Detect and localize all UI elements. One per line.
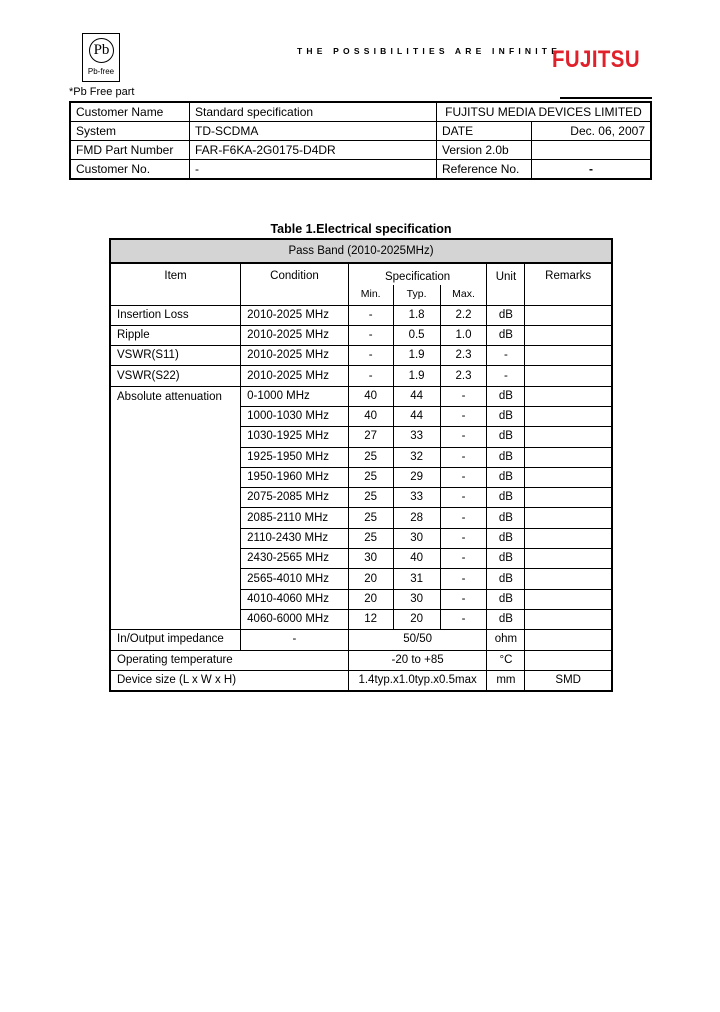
spec-min-cell: - bbox=[348, 305, 393, 325]
spec-rem-cell bbox=[525, 467, 612, 487]
spec-rem-cell bbox=[525, 427, 612, 447]
spec-cond-cell: 2075-2085 MHz bbox=[241, 488, 349, 508]
spec-max-cell: - bbox=[440, 427, 487, 447]
tagline: THE POSSIBILITIES ARE INFINITE bbox=[297, 46, 562, 56]
header-cell: Standard specification bbox=[190, 102, 437, 122]
device-size-remarks: SMD bbox=[525, 670, 612, 690]
spec-max-cell: - bbox=[440, 589, 487, 609]
spec-typ-cell: 1.8 bbox=[393, 305, 440, 325]
temperature-item: Operating temperature bbox=[110, 650, 348, 670]
spec-typ-cell: 32 bbox=[393, 447, 440, 467]
pb-free-logo bbox=[82, 33, 120, 82]
min-header: Min. bbox=[348, 285, 393, 305]
spec-min-cell: 25 bbox=[348, 508, 393, 528]
header-cell: FMD Part Number bbox=[70, 141, 190, 160]
spec-max-cell: - bbox=[440, 386, 487, 406]
spec-unit-cell: dB bbox=[487, 528, 525, 548]
spec-min-cell: 40 bbox=[348, 406, 393, 426]
spec-unit-cell: dB bbox=[487, 609, 525, 629]
spec-unit-cell: dB bbox=[487, 549, 525, 569]
header-cell: Version 2.0b bbox=[437, 141, 532, 160]
header-cell: System bbox=[70, 122, 190, 141]
spec-max-cell: 2.3 bbox=[440, 346, 487, 366]
spec-unit-cell: dB bbox=[487, 305, 525, 325]
spec-max-cell: 1.0 bbox=[440, 325, 487, 345]
condition-header: Condition bbox=[241, 263, 349, 305]
unit-header: Unit bbox=[487, 263, 525, 305]
spec-typ-cell: 40 bbox=[393, 549, 440, 569]
spec-typ-cell: 0.5 bbox=[393, 325, 440, 345]
spec-rem-cell bbox=[525, 305, 612, 325]
spec-typ-cell: 28 bbox=[393, 508, 440, 528]
spec-min-cell: 25 bbox=[348, 447, 393, 467]
spec-rem-cell bbox=[525, 325, 612, 345]
spec-cond-cell: 2565-4010 MHz bbox=[241, 569, 349, 589]
spec-typ-cell: 33 bbox=[393, 488, 440, 508]
spec-min-cell: - bbox=[348, 366, 393, 386]
spec-rem-cell bbox=[525, 447, 612, 467]
spec-row bbox=[110, 305, 612, 325]
spec-min-cell: 30 bbox=[348, 549, 393, 569]
device-size-item: Device size (L x W x H) bbox=[110, 670, 348, 690]
pass-band-row bbox=[110, 239, 612, 263]
header-cell: TD-SCDMA bbox=[190, 122, 437, 141]
spec-row bbox=[110, 386, 612, 406]
spec-min-cell: 12 bbox=[348, 609, 393, 629]
spec-typ-cell: 44 bbox=[393, 406, 440, 426]
spec-unit-cell: dB bbox=[487, 386, 525, 406]
item-header: Item bbox=[110, 263, 241, 305]
electrical-spec-table bbox=[109, 238, 613, 692]
spec-min-cell: - bbox=[348, 325, 393, 345]
spec-unit-cell: dB bbox=[487, 589, 525, 609]
spec-max-cell: - bbox=[440, 467, 487, 487]
spec-cond-cell: 2010-2025 MHz bbox=[241, 325, 349, 345]
spec-cond-cell: 0-1000 MHz bbox=[241, 386, 349, 406]
spec-cond-cell: 1950-1960 MHz bbox=[241, 467, 349, 487]
spec-max-cell: - bbox=[440, 488, 487, 508]
remarks-header: Remarks bbox=[525, 263, 612, 305]
spec-cond-cell: 2010-2025 MHz bbox=[241, 305, 349, 325]
pb-free-label: Pb-free bbox=[87, 67, 115, 76]
impedance-unit: ohm bbox=[487, 630, 525, 650]
spec-cond-cell: 4010-4060 MHz bbox=[241, 589, 349, 609]
spec-rem-cell bbox=[525, 346, 612, 366]
header-info-table bbox=[69, 101, 652, 180]
spec-typ-cell: 20 bbox=[393, 609, 440, 629]
temperature-remarks bbox=[525, 650, 612, 670]
spec-min-cell: 25 bbox=[348, 528, 393, 548]
spec-rem-cell bbox=[525, 366, 612, 386]
pass-band-label: Pass Band (2010-2025MHz) bbox=[110, 239, 612, 263]
spec-rem-cell bbox=[525, 549, 612, 569]
spec-unit-cell: dB bbox=[487, 569, 525, 589]
spec-min-cell: 20 bbox=[348, 569, 393, 589]
spec-rem-cell bbox=[525, 508, 612, 528]
spec-min-cell: - bbox=[348, 346, 393, 366]
spec-unit-cell: dB bbox=[487, 447, 525, 467]
header-cell: - bbox=[532, 160, 652, 180]
divider bbox=[560, 97, 652, 99]
spec-max-cell: - bbox=[440, 406, 487, 426]
header-cell: Customer No. bbox=[70, 160, 190, 180]
spec-typ-cell: 30 bbox=[393, 528, 440, 548]
spec-unit-cell: dB bbox=[487, 508, 525, 528]
spec-rem-cell bbox=[525, 488, 612, 508]
spec-min-cell: 25 bbox=[348, 488, 393, 508]
spec-cond-cell: 2430-2565 MHz bbox=[241, 549, 349, 569]
spec-max-cell: - bbox=[440, 549, 487, 569]
spec-row bbox=[110, 325, 612, 345]
spec-unit-cell: dB bbox=[487, 488, 525, 508]
spec-typ-cell: 30 bbox=[393, 589, 440, 609]
temperature-unit: °C bbox=[487, 650, 525, 670]
spec-max-cell: 2.2 bbox=[440, 305, 487, 325]
device-size-row bbox=[110, 670, 612, 690]
spec-typ-cell: 44 bbox=[393, 386, 440, 406]
spec-cond-cell: 2010-2025 MHz bbox=[241, 346, 349, 366]
spec-item-cell: VSWR(S22) bbox=[110, 366, 241, 386]
header-row bbox=[70, 160, 651, 180]
spec-max-cell: - bbox=[440, 528, 487, 548]
header-row bbox=[70, 141, 651, 160]
spec-max-cell: - bbox=[440, 609, 487, 629]
table-title: Table 1.Electrical specification bbox=[270, 222, 452, 236]
spec-rem-cell bbox=[525, 528, 612, 548]
spec-cond-cell: 1925-1950 MHz bbox=[241, 447, 349, 467]
impedance-row bbox=[110, 630, 612, 650]
header-row bbox=[70, 122, 651, 141]
spec-item-cell: VSWR(S11) bbox=[110, 346, 241, 366]
spec-cond-cell: 1000-1030 MHz bbox=[241, 406, 349, 426]
header-row bbox=[70, 102, 651, 122]
impedance-item: In/Output impedance bbox=[110, 630, 241, 650]
header-cell: Dec. 06, 2007 bbox=[532, 122, 652, 141]
spec-rem-cell bbox=[525, 406, 612, 426]
spec-rem-cell bbox=[525, 386, 612, 406]
header-cell bbox=[532, 141, 652, 160]
pb-symbol: Pb bbox=[89, 38, 114, 63]
temperature-row bbox=[110, 650, 612, 670]
spec-unit-cell: dB bbox=[487, 427, 525, 447]
spec-cond-cell: 1030-1925 MHz bbox=[241, 427, 349, 447]
header-cell: DATE bbox=[437, 122, 532, 141]
spec-min-cell: 25 bbox=[348, 467, 393, 487]
spec-row bbox=[110, 346, 612, 366]
spec-min-cell: 27 bbox=[348, 427, 393, 447]
spec-cond-cell: 2110-2430 MHz bbox=[241, 528, 349, 548]
spec-typ-cell: 33 bbox=[393, 427, 440, 447]
spec-unit-cell: dB bbox=[487, 325, 525, 345]
spec-row bbox=[110, 366, 612, 386]
spec-rem-cell bbox=[525, 569, 612, 589]
device-size-unit: mm bbox=[487, 670, 525, 690]
spec-typ-cell: 1.9 bbox=[393, 366, 440, 386]
spec-unit-cell: dB bbox=[487, 406, 525, 426]
spec-max-cell: 2.3 bbox=[440, 366, 487, 386]
fujitsu-logo: FUJITSU bbox=[552, 46, 640, 73]
max-header: Max. bbox=[440, 285, 487, 305]
spec-unit-cell: dB bbox=[487, 467, 525, 487]
spec-unit-cell: - bbox=[487, 366, 525, 386]
header-cell: Reference No. bbox=[437, 160, 532, 180]
header-row bbox=[110, 263, 612, 285]
pb-free-note: *Pb Free part bbox=[69, 86, 135, 98]
spec-min-cell: 20 bbox=[348, 589, 393, 609]
header-cell: FUJITSU MEDIA DEVICES LIMITED bbox=[437, 102, 652, 122]
spec-item-cell: Insertion Loss bbox=[110, 305, 241, 325]
specification-header: Specification bbox=[348, 263, 487, 285]
spec-max-cell: - bbox=[440, 447, 487, 467]
header-cell: FAR-F6KA-2G0175-D4DR bbox=[190, 141, 437, 160]
impedance-condition: - bbox=[241, 630, 349, 650]
spec-typ-cell: 1.9 bbox=[393, 346, 440, 366]
spec-typ-cell: 31 bbox=[393, 569, 440, 589]
spec-rem-cell bbox=[525, 609, 612, 629]
impedance-remarks bbox=[525, 630, 612, 650]
spec-typ-cell: 29 bbox=[393, 467, 440, 487]
spec-rem-cell bbox=[525, 589, 612, 609]
spec-cond-cell: 2085-2110 MHz bbox=[241, 508, 349, 528]
spec-max-cell: - bbox=[440, 508, 487, 528]
spec-item-cell: Absolute attenuation bbox=[110, 386, 241, 630]
header-cell: - bbox=[190, 160, 437, 180]
spec-unit-cell: - bbox=[487, 346, 525, 366]
spec-cond-cell: 2010-2025 MHz bbox=[241, 366, 349, 386]
temperature-value: -20 to +85 bbox=[348, 650, 487, 670]
spec-cond-cell: 4060-6000 MHz bbox=[241, 609, 349, 629]
header-cell: Customer Name bbox=[70, 102, 190, 122]
spec-item-cell: Ripple bbox=[110, 325, 241, 345]
device-size-value: 1.4typ.x1.0typ.x0.5max bbox=[348, 670, 487, 690]
typ-header: Typ. bbox=[393, 285, 440, 305]
spec-min-cell: 40 bbox=[348, 386, 393, 406]
impedance-value: 50/50 bbox=[348, 630, 487, 650]
spec-max-cell: - bbox=[440, 569, 487, 589]
